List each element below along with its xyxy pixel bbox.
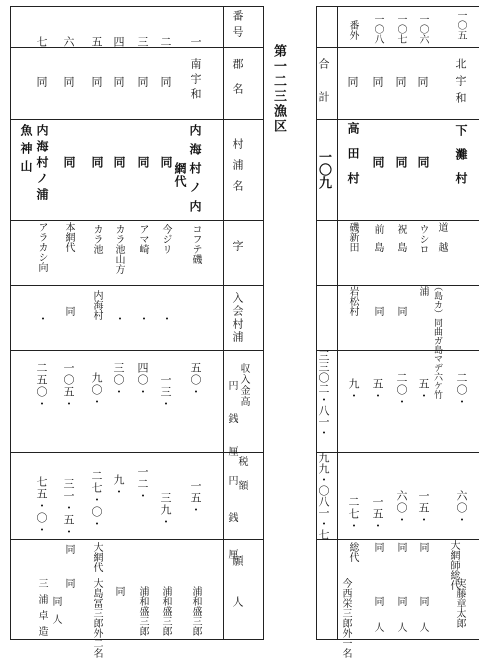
row-iriai: （島カ）同曲ガ島マデ六ケ竹 (432, 282, 442, 399)
row-aza: カラ池 (91, 224, 102, 254)
header-village: 村浦名 (231, 138, 244, 201)
row-village: 同 (136, 156, 150, 169)
row-iriai: ・ (137, 313, 150, 325)
row-village: 魚神山 (19, 124, 33, 178)
row-aza: アマ崎 (137, 224, 148, 254)
row-iriai: ・ (36, 313, 49, 325)
row-income: 一三・ (159, 374, 172, 410)
row-applicant-title: 同 (417, 542, 428, 552)
row-aza: 今ジリ (160, 224, 171, 254)
row-applicant-title: 大網代 (91, 542, 102, 572)
row-tax: 一五・ (189, 480, 202, 516)
row-number: 一 (189, 36, 202, 50)
header-income: 収入金高 (238, 363, 249, 407)
header-income-unit: 円 銭 厘 (226, 380, 237, 462)
row-number: 一〇六 (417, 14, 428, 44)
row-income: 二〇・ (395, 372, 408, 408)
row-district: 同 (346, 76, 359, 90)
row-village: 同 (90, 156, 104, 169)
row-iriai: ・ (160, 313, 173, 325)
row-income: 五・ (417, 378, 430, 402)
row-applicant-title: 総代 (347, 542, 358, 562)
row-iriai: 浦 (417, 286, 428, 296)
header-district: 郡名 (231, 58, 244, 108)
row-district: 同 (416, 76, 429, 90)
row-applicant: 浦和盛三郎 (160, 586, 171, 636)
row-income: 一〇五・ (62, 362, 75, 410)
row-applicant: 同人 (417, 596, 428, 648)
row-village: 高田村 (346, 122, 360, 197)
row-applicant: 三浦卓造 (36, 578, 47, 642)
total-header: 合計 (317, 58, 330, 124)
row-district: 南宇和 (189, 58, 202, 103)
row-tax: 一五・ (417, 490, 430, 526)
row-district: 同 (112, 76, 125, 90)
row-income: 二五〇・ (35, 362, 48, 410)
row-number: 一〇七 (395, 14, 406, 44)
row-applicant: 今西栄三郎外一名 (340, 578, 351, 658)
row-village: 同 (416, 156, 430, 169)
row-district: 同 (136, 76, 149, 90)
total-tax: 九九・〇八一・七 (317, 452, 330, 540)
row-number: 三 (136, 36, 149, 50)
header-aza: 字 (231, 240, 244, 256)
row-aza: 磯新田 (347, 222, 358, 252)
row-income: 三〇・ (112, 362, 125, 398)
row-iriai: 内海村 (91, 290, 102, 320)
row-applicant: 浦和盛三郎 (137, 586, 148, 636)
row-tax: 三九・ (159, 492, 172, 528)
header-iriai: 入会村浦 (231, 292, 244, 344)
row-aza: ウシロ (417, 224, 428, 254)
row-iriai: 同 (63, 306, 74, 316)
page-title: 第一二三漁区 (271, 44, 286, 134)
row-income: 九・ (347, 378, 360, 402)
row-applicant: 同 (63, 578, 74, 588)
row-district: 北宇和 (454, 58, 467, 109)
row-aza: 祝島 (395, 224, 406, 260)
row-village-sub: 内海村ノ浦 (35, 124, 49, 204)
header-applicant: 願人 (231, 555, 244, 637)
row-applicant: 浦和盛三郎 (190, 586, 201, 636)
row-applicant: 実藤章太郎 (454, 578, 465, 628)
row-iriai: 岩松村 (347, 286, 358, 316)
row-iriai: 同 (395, 306, 406, 316)
row-village: 同 (62, 156, 76, 169)
row-income: 九〇・ (90, 372, 103, 408)
row-village: 下灘村 (454, 124, 468, 196)
row-district: 同 (62, 76, 75, 90)
row-tax: 六〇・ (455, 490, 468, 526)
row-number: 六 (62, 36, 75, 50)
row-aza: コフテ磯 (190, 224, 201, 264)
row-applicant-title: 同 (63, 544, 74, 554)
row-village: 同 (159, 156, 173, 169)
header-number: 番号 (231, 10, 244, 42)
header-tax-unit: 円 銭 厘 (226, 475, 237, 567)
row-applicant-title: 同 (395, 542, 406, 552)
row-income: 五・ (371, 378, 384, 402)
row-village-sub: 網代 (173, 162, 187, 188)
row-income: 二〇・ (455, 372, 468, 408)
row-village: 内海村ノ内 (188, 124, 202, 219)
row-district: 同 (35, 76, 48, 90)
row-iriai: 同 (372, 306, 383, 316)
total-income: 三三〇二・八一・ (317, 350, 330, 438)
row-aza: 前島 (372, 224, 383, 260)
row-number: 番外 (347, 20, 358, 40)
row-number: 一〇五 (455, 10, 466, 40)
row-income: 五〇・ (189, 362, 202, 398)
row-district: 同 (90, 76, 103, 90)
row-number: 五 (90, 36, 103, 50)
row-aza: 本網代 (63, 222, 74, 252)
row-applicant-title: 同 (372, 542, 383, 552)
row-income: 四〇・ (136, 362, 149, 398)
header-tax: 税額 (236, 456, 247, 504)
row-district: 同 (371, 76, 384, 90)
row-tax: 二七・ (347, 496, 360, 532)
row-applicant: 大島冨三郎外二名 (91, 578, 102, 658)
row-aza: カラ池山方 (113, 224, 124, 274)
row-number: 一〇八 (372, 14, 383, 44)
row-village: 同 (371, 156, 385, 169)
row-tax: 七五・〇・ (35, 476, 48, 536)
row-aza: 道越 (436, 222, 447, 262)
row-number: 四 (112, 36, 125, 50)
row-number: 七 (35, 36, 48, 50)
row-village: 同 (394, 156, 408, 169)
row-tax: 三一・五・ (62, 478, 75, 538)
row-applicant: 同人 (372, 596, 383, 648)
row-tax: 二七・〇・ (90, 470, 103, 530)
row-village: 同 (112, 156, 126, 169)
row-tax: 六〇・ (395, 490, 408, 526)
row-district: 同 (394, 76, 407, 90)
row-aza: アラカシ向 (36, 222, 47, 272)
row-tax: 九・ (112, 474, 125, 498)
row-applicant: 同人 (395, 596, 406, 648)
row-applicant: 同 (113, 586, 124, 596)
row-tax: 一五・ (371, 496, 384, 532)
row-district: 同 (159, 76, 172, 90)
extra-applicant: 同人 (50, 596, 61, 632)
row-tax: 一二・ (136, 466, 149, 502)
row-number: 二 (159, 36, 172, 50)
total-village: 一〇九 (316, 150, 331, 189)
row-applicant-title: 大網師総代 (448, 540, 459, 590)
row-iriai: ・ (113, 313, 126, 325)
